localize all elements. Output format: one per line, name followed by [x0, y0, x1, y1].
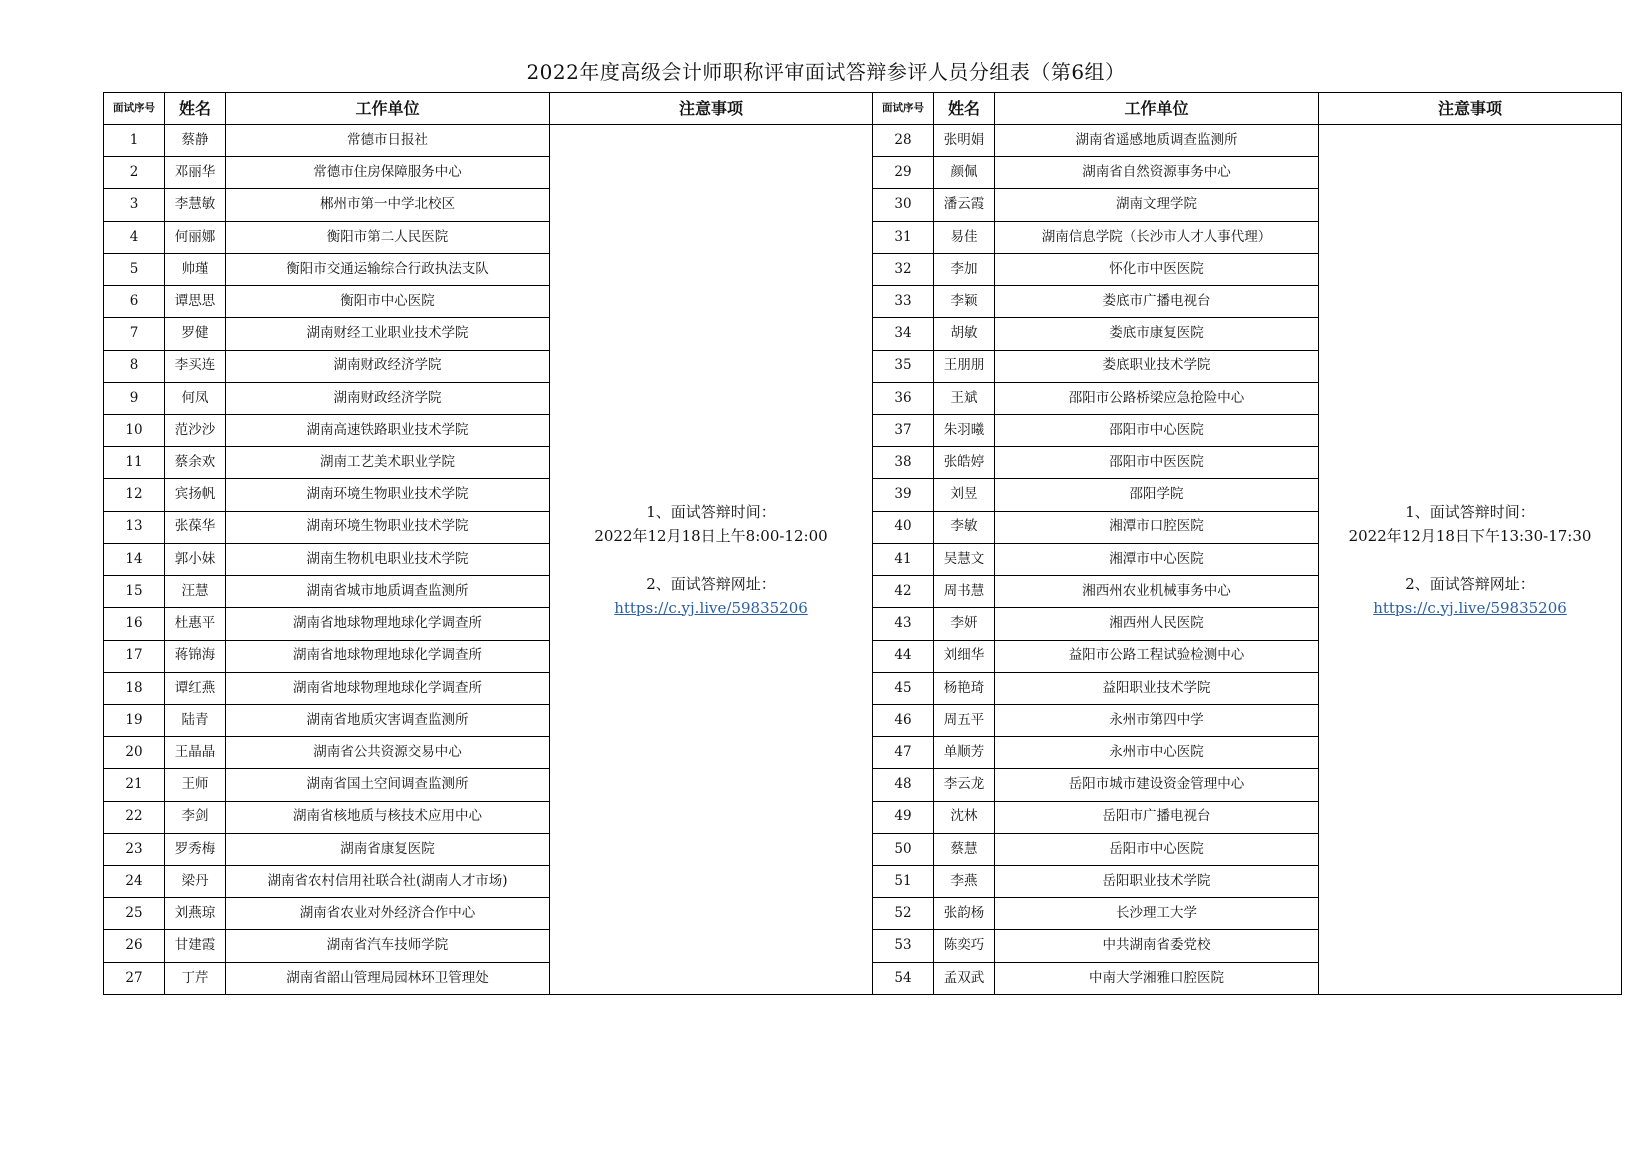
unit-cell: 湖南省韶山管理局园林环卫管理处	[226, 962, 550, 994]
seq-cell: 25	[104, 898, 165, 930]
name-cell: 易佳	[934, 221, 995, 253]
unit-cell: 湖南财经工业职业技术学院	[226, 318, 550, 350]
notes-cell-left	[550, 125, 873, 995]
name-cell: 杜惠平	[165, 608, 226, 640]
seq-cell: 22	[104, 801, 165, 833]
seq-cell: 32	[873, 253, 934, 285]
notes-url-label: 2、面试答辩网址：	[646, 574, 776, 593]
header-notes-right: 注意事项	[1319, 93, 1622, 125]
seq-cell: 44	[873, 640, 934, 672]
seq-cell: 40	[873, 511, 934, 543]
seq-cell: 34	[873, 318, 934, 350]
unit-cell: 益阳职业技术学院	[995, 672, 1319, 704]
seq-cell: 27	[104, 962, 165, 994]
unit-cell: 邵阳学院	[995, 479, 1319, 511]
header-unit-right: 工作单位	[995, 93, 1319, 125]
name-cell: 吴慧文	[934, 543, 995, 575]
unit-cell: 岳阳职业技术学院	[995, 866, 1319, 898]
unit-cell: 长沙理工大学	[995, 898, 1319, 930]
notes-time-label: 1、面试答辩时间：	[646, 502, 776, 521]
name-cell: 张明娟	[934, 125, 995, 157]
seq-cell: 19	[104, 704, 165, 736]
unit-cell: 娄底市康复医院	[995, 318, 1319, 350]
seq-cell: 6	[104, 286, 165, 318]
header-name-right: 姓名	[934, 93, 995, 125]
unit-cell: 衡阳市中心医院	[226, 286, 550, 318]
unit-cell: 衡阳市交通运输综合行政执法支队	[226, 253, 550, 285]
unit-cell: 永州市第四中学	[995, 704, 1319, 736]
header-unit-left: 工作单位	[226, 93, 550, 125]
name-cell: 胡敏	[934, 318, 995, 350]
unit-cell: 中南大学湘雅口腔医院	[995, 962, 1319, 994]
unit-cell: 益阳市公路工程试验检测中心	[995, 640, 1319, 672]
notes-url-link[interactable]: https://c.yj.live/59835206	[1373, 598, 1567, 617]
name-cell: 李敏	[934, 511, 995, 543]
unit-cell: 湘西州农业机械事务中心	[995, 576, 1319, 608]
seq-cell: 14	[104, 543, 165, 575]
notes-url-link[interactable]: https://c.yj.live/59835206	[614, 598, 808, 617]
name-cell: 李妍	[934, 608, 995, 640]
name-cell: 何丽娜	[165, 221, 226, 253]
name-cell: 梁丹	[165, 866, 226, 898]
seq-cell: 51	[873, 866, 934, 898]
name-cell: 李颖	[934, 286, 995, 318]
unit-cell: 湘潭市中心医院	[995, 543, 1319, 575]
page-title: 2022年度高级会计师职称评审面试答辩参评人员分组表（第6组）	[526, 60, 1126, 84]
name-cell: 蔡静	[165, 125, 226, 157]
seq-cell: 49	[873, 801, 934, 833]
name-cell: 罗健	[165, 318, 226, 350]
seq-cell: 28	[873, 125, 934, 157]
seq-cell: 38	[873, 447, 934, 479]
unit-cell: 湘西州人民医院	[995, 608, 1319, 640]
unit-cell: 湖南高速铁路职业技术学院	[226, 414, 550, 446]
seq-cell: 35	[873, 350, 934, 382]
header-notes-left: 注意事项	[550, 93, 873, 125]
seq-cell: 2	[104, 157, 165, 189]
seq-cell: 41	[873, 543, 934, 575]
seq-cell: 39	[873, 479, 934, 511]
name-cell: 张韵杨	[934, 898, 995, 930]
seq-cell: 1	[104, 125, 165, 157]
unit-cell: 湖南省遥感地质调查监测所	[995, 125, 1319, 157]
seq-cell: 13	[104, 511, 165, 543]
name-cell: 单顺芳	[934, 737, 995, 769]
unit-cell: 邵阳市中医医院	[995, 447, 1319, 479]
name-cell: 蔡余欢	[165, 447, 226, 479]
seq-cell: 15	[104, 576, 165, 608]
seq-cell: 18	[104, 672, 165, 704]
seq-cell: 20	[104, 737, 165, 769]
seq-cell: 29	[873, 157, 934, 189]
name-cell: 潘云霞	[934, 189, 995, 221]
name-cell: 朱羽曦	[934, 414, 995, 446]
name-cell: 杨艳琦	[934, 672, 995, 704]
unit-cell: 郴州市第一中学北校区	[226, 189, 550, 221]
seq-cell: 50	[873, 833, 934, 865]
name-cell: 王朋朋	[934, 350, 995, 382]
seq-cell: 4	[104, 221, 165, 253]
seq-cell: 54	[873, 962, 934, 994]
header-seq-left: 面试序号	[104, 93, 165, 125]
grouping-table	[103, 92, 1622, 995]
name-cell: 丁芹	[165, 962, 226, 994]
header-name-left: 姓名	[165, 93, 226, 125]
seq-cell: 23	[104, 833, 165, 865]
seq-cell: 36	[873, 382, 934, 414]
name-cell: 王师	[165, 769, 226, 801]
seq-cell: 21	[104, 769, 165, 801]
unit-cell: 湖南省公共资源交易中心	[226, 737, 550, 769]
header-row	[104, 93, 1622, 125]
seq-cell: 9	[104, 382, 165, 414]
name-cell: 谭红燕	[165, 672, 226, 704]
seq-cell: 12	[104, 479, 165, 511]
name-cell: 陈奕巧	[934, 930, 995, 962]
unit-cell: 中共湖南省委党校	[995, 930, 1319, 962]
unit-cell: 湖南信息学院（长沙市人才人事代理）	[995, 221, 1319, 253]
name-cell: 张皓婷	[934, 447, 995, 479]
unit-cell: 永州市中心医院	[995, 737, 1319, 769]
name-cell: 王斌	[934, 382, 995, 414]
name-cell: 罗秀梅	[165, 833, 226, 865]
notes-time: 2022年12月18日上午8:00-12:00	[594, 526, 828, 545]
notes-time: 2022年12月18日下午13:30-17:30	[1348, 526, 1592, 545]
unit-cell: 湖南省汽车技师学院	[226, 930, 550, 962]
notes-cell-right	[1319, 125, 1622, 995]
unit-cell: 湖南省地球物理地球化学调查所	[226, 672, 550, 704]
seq-cell: 46	[873, 704, 934, 736]
name-cell: 谭思思	[165, 286, 226, 318]
seq-cell: 24	[104, 866, 165, 898]
unit-cell: 湖南省自然资源事务中心	[995, 157, 1319, 189]
unit-cell: 湖南省康复医院	[226, 833, 550, 865]
header-seq-right: 面试序号	[873, 93, 934, 125]
unit-cell: 湖南省地球物理地球化学调查所	[226, 640, 550, 672]
seq-cell: 3	[104, 189, 165, 221]
unit-cell: 邵阳市中心医院	[995, 414, 1319, 446]
name-cell: 李加	[934, 253, 995, 285]
unit-cell: 衡阳市第二人民医院	[226, 221, 550, 253]
seq-cell: 42	[873, 576, 934, 608]
seq-cell: 43	[873, 608, 934, 640]
seq-cell: 7	[104, 318, 165, 350]
seq-cell: 17	[104, 640, 165, 672]
name-cell: 宾扬帆	[165, 479, 226, 511]
name-cell: 汪慧	[165, 576, 226, 608]
seq-cell: 53	[873, 930, 934, 962]
table-row	[104, 125, 1622, 157]
name-cell: 刘细华	[934, 640, 995, 672]
unit-cell: 邵阳市公路桥梁应急抢险中心	[995, 382, 1319, 414]
name-cell: 刘昱	[934, 479, 995, 511]
unit-cell: 湖南生物机电职业技术学院	[226, 543, 550, 575]
name-cell: 邓丽华	[165, 157, 226, 189]
name-cell: 王晶晶	[165, 737, 226, 769]
name-cell: 李燕	[934, 866, 995, 898]
unit-cell: 湘潭市口腔医院	[995, 511, 1319, 543]
seq-cell: 48	[873, 769, 934, 801]
unit-cell: 湖南省国土空间调查监测所	[226, 769, 550, 801]
unit-cell: 湖南省地球物理地球化学调查所	[226, 608, 550, 640]
seq-cell: 45	[873, 672, 934, 704]
name-cell: 沈林	[934, 801, 995, 833]
seq-cell: 33	[873, 286, 934, 318]
seq-cell: 8	[104, 350, 165, 382]
unit-cell: 湖南财政经济学院	[226, 382, 550, 414]
unit-cell: 怀化市中医医院	[995, 253, 1319, 285]
name-cell: 何凤	[165, 382, 226, 414]
seq-cell: 47	[873, 737, 934, 769]
name-cell: 范沙沙	[165, 414, 226, 446]
seq-cell: 10	[104, 414, 165, 446]
name-cell: 孟双武	[934, 962, 995, 994]
unit-cell: 常德市住房保障服务中心	[226, 157, 550, 189]
unit-cell: 常德市日报社	[226, 125, 550, 157]
unit-cell: 湖南财政经济学院	[226, 350, 550, 382]
unit-cell: 湖南环境生物职业技术学院	[226, 479, 550, 511]
seq-cell: 16	[104, 608, 165, 640]
unit-cell: 湖南省农村信用社联合社(湖南人才市场)	[226, 866, 550, 898]
unit-cell: 湖南省城市地质调查监测所	[226, 576, 550, 608]
unit-cell: 娄底职业技术学院	[995, 350, 1319, 382]
unit-cell: 湖南文理学院	[995, 189, 1319, 221]
unit-cell: 岳阳市中心医院	[995, 833, 1319, 865]
unit-cell: 岳阳市城市建设资金管理中心	[995, 769, 1319, 801]
unit-cell: 湖南省农业对外经济合作中心	[226, 898, 550, 930]
seq-cell: 37	[873, 414, 934, 446]
notes-time-label: 1、面试答辩时间：	[1405, 502, 1535, 521]
unit-cell: 岳阳市广播电视台	[995, 801, 1319, 833]
name-cell: 周五平	[934, 704, 995, 736]
seq-cell: 30	[873, 189, 934, 221]
seq-cell: 11	[104, 447, 165, 479]
unit-cell: 湖南省地质灾害调查监测所	[226, 704, 550, 736]
unit-cell: 湖南环境生物职业技术学院	[226, 511, 550, 543]
unit-cell: 娄底市广播电视台	[995, 286, 1319, 318]
seq-cell: 52	[873, 898, 934, 930]
name-cell: 帅瑾	[165, 253, 226, 285]
notes-url-label: 2、面试答辩网址：	[1405, 574, 1535, 593]
unit-cell: 湖南工艺美术职业学院	[226, 447, 550, 479]
name-cell: 颜佩	[934, 157, 995, 189]
name-cell: 李买连	[165, 350, 226, 382]
unit-cell: 湖南省核地质与核技术应用中心	[226, 801, 550, 833]
seq-cell: 5	[104, 253, 165, 285]
name-cell: 陆青	[165, 704, 226, 736]
name-cell: 周书慧	[934, 576, 995, 608]
name-cell: 李慧敏	[165, 189, 226, 221]
seq-cell: 26	[104, 930, 165, 962]
name-cell: 蒋锦海	[165, 640, 226, 672]
name-cell: 蔡慧	[934, 833, 995, 865]
name-cell: 李云龙	[934, 769, 995, 801]
name-cell: 甘建霞	[165, 930, 226, 962]
name-cell: 郭小妹	[165, 543, 226, 575]
name-cell: 刘燕琼	[165, 898, 226, 930]
name-cell: 张葆华	[165, 511, 226, 543]
seq-cell: 31	[873, 221, 934, 253]
name-cell: 李剑	[165, 801, 226, 833]
